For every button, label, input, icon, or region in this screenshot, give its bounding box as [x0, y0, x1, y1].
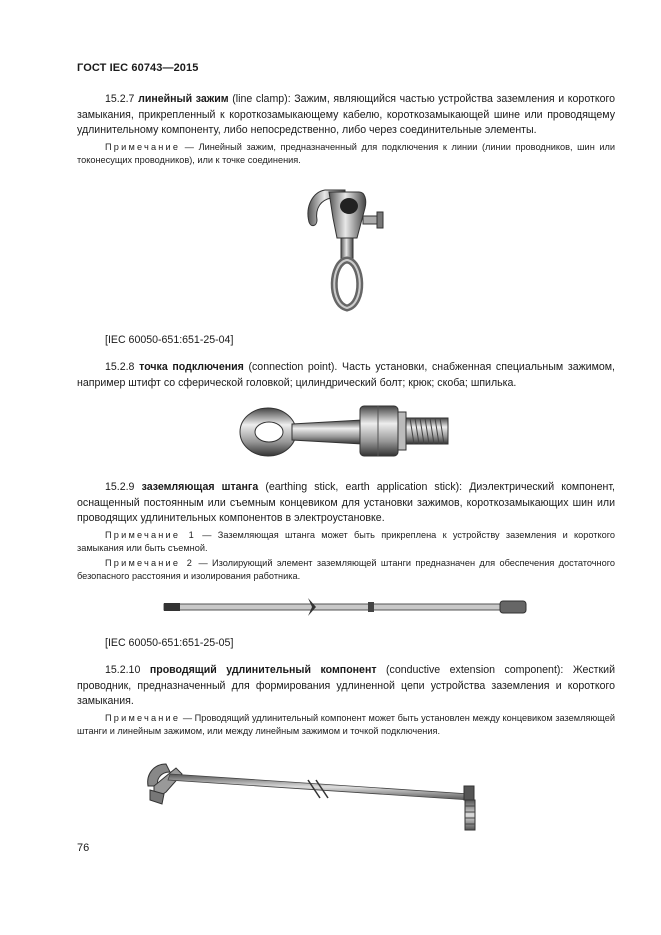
standard-header: ГОСТ IEC 60743—2015 [77, 62, 199, 74]
page-number: 76 [77, 842, 90, 854]
clause-number: 15.2.10 [105, 664, 141, 676]
note-text: — Заземляющая штанга может быть прикреплена к устройству заземления и короткого замыкания или быть съемной. [77, 530, 616, 553]
term: линейный зажим [138, 93, 229, 105]
term: заземляющая штанга [141, 481, 259, 493]
note-label: Примечание [105, 713, 181, 723]
note-2-15-2-9 [77, 557, 615, 583]
definition-text: (line clamp): Зажим, являющийся частью устройства заземления и короткого замыкания, прикрепленный к короткозамыкающему кабелю, короткозамыкающей шине или проводящему удлинительному компоненту, либо непосредственно, либо через соединительные элементы. [77, 93, 615, 136]
note-15-2-7 [77, 141, 615, 167]
reference-15-2-9: [IEC 60050-651:651-25-05] [105, 637, 234, 649]
clause-number: 15.2.9 [105, 481, 135, 493]
clause-number: 15.2.7 [105, 93, 135, 105]
note-label: Примечание [105, 142, 181, 152]
note-text: — Линейный зажим, предназначенный для подключения к линии (линии проводников, шин или токонесущих проводников), или к точке соединения. [77, 142, 615, 165]
definition-15-2-10 [77, 663, 615, 710]
connection-point-figure [232, 398, 460, 464]
definition-text: (conductive extension component): Жесткий проводник, предназначенный для формирования удлиненной цепи устройства заземления и короткого замыкания. [77, 664, 615, 707]
note-text: — Проводящий удлинительный компонент может быть установлен между концевиком заземляющей штанги и линейным зажимом, или между линейным зажимом и точкой подключения. [77, 713, 615, 736]
earthing-stick-figure [160, 596, 532, 618]
reference-15-2-7: [IEC 60050-651:651-25-04] [105, 334, 234, 346]
note-label: Примечание 1 [105, 530, 196, 540]
clause-number: 15.2.8 [105, 361, 135, 373]
definition-15-2-8 [77, 360, 615, 391]
note-15-2-10 [77, 712, 615, 738]
definition-text: (earthing stick, earth application stick): Диэлектрический компонент, оснащенный постоянным или съемным концевиком для установки зажимов, короткозамыкающих шин или проводящих удлинительных компонентов в электроустановке. [77, 481, 615, 524]
definition-text: (connection point). Часть установки, снабженная специальным зажимом, например штифт со сферической головкой; цилиндрический болт; крюк; скоба; шпилька. [77, 361, 615, 389]
definition-15-2-7 [77, 92, 615, 139]
note-text: — Изолирующий элемент заземляющей штанги предназначен для обеспечения достаточного безопасного расстояния и изолирования работника. [77, 558, 616, 581]
note-label: Примечание 2 [105, 558, 195, 568]
definition-15-2-9 [77, 480, 615, 527]
term: проводящий удлинительный компонент [149, 664, 377, 676]
term: точка подключения [139, 361, 244, 373]
line-clamp-figure [295, 178, 395, 318]
note-1-15-2-9 [77, 529, 615, 555]
extension-component-figure [140, 756, 490, 836]
